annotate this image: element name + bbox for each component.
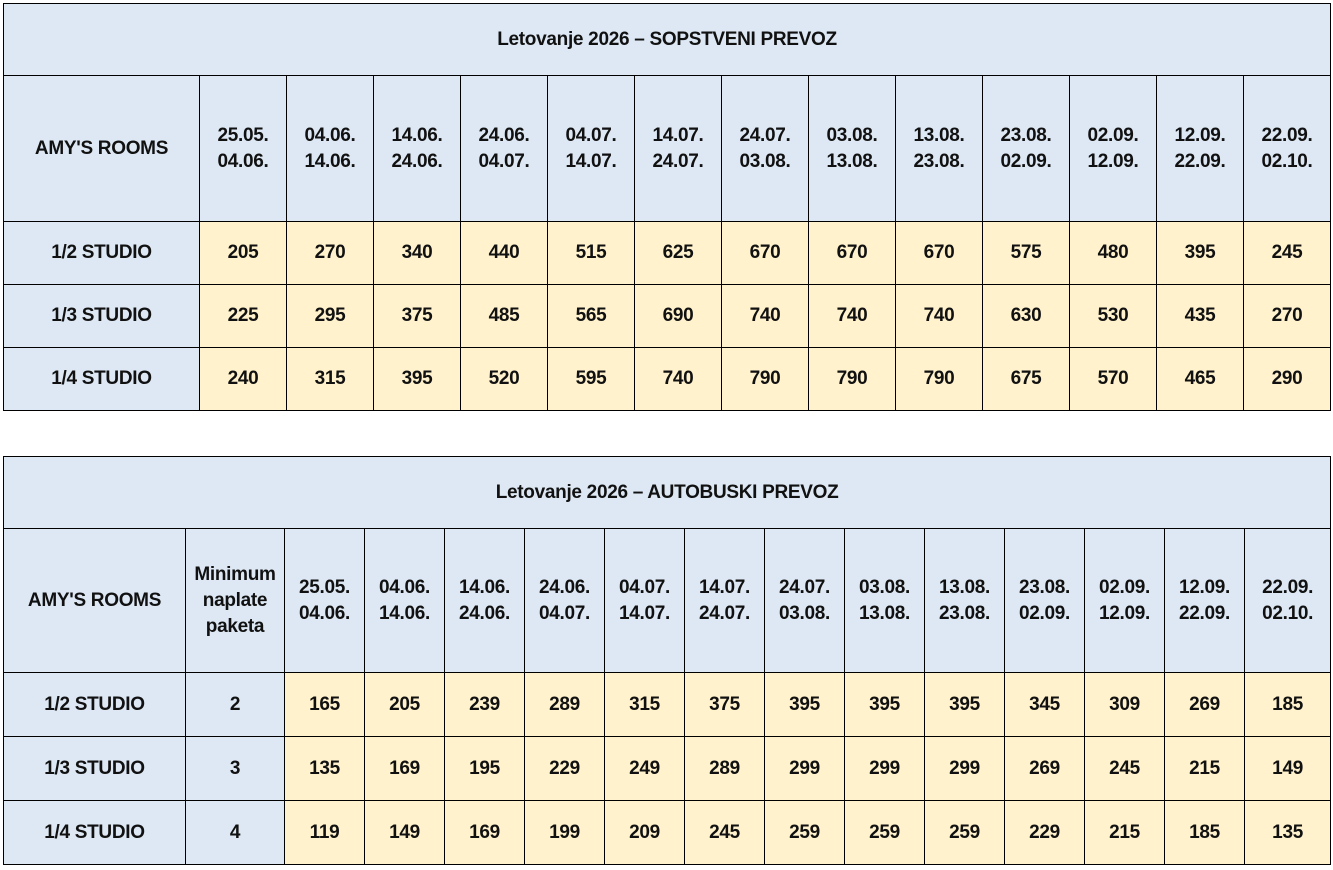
period-date: 23.08. bbox=[1018, 576, 1071, 598]
period-date: 13.08. bbox=[913, 124, 965, 146]
period-date: 23.08. bbox=[913, 150, 965, 172]
table-title: Letovanje 2026 – SOPSTVENI PREVOZ bbox=[4, 4, 1331, 76]
price-cell: 299 bbox=[765, 737, 845, 801]
price-cell: 149 bbox=[365, 801, 445, 865]
price-cell: 199 bbox=[525, 801, 605, 865]
price-cell: 395 bbox=[925, 673, 1005, 737]
price-cell: 625 bbox=[635, 222, 722, 285]
price-cell: 740 bbox=[809, 285, 896, 348]
period-date: 12.09. bbox=[1174, 124, 1226, 146]
price-cell: 515 bbox=[548, 222, 635, 285]
period-date: 24.06. bbox=[391, 150, 443, 172]
price-cell: 530 bbox=[1070, 285, 1157, 348]
period-date: 14.06. bbox=[304, 150, 356, 172]
price-cell: 185 bbox=[1245, 673, 1331, 737]
table-title: Letovanje 2026 – AUTOBUSKI PREVOZ bbox=[4, 457, 1331, 529]
price-cell: 395 bbox=[845, 673, 925, 737]
price-cell: 670 bbox=[722, 222, 809, 285]
price-cell: 440 bbox=[461, 222, 548, 285]
period-date: 24.06. bbox=[458, 602, 511, 624]
price-cell: 259 bbox=[845, 801, 925, 865]
period-date: 04.06. bbox=[217, 150, 269, 172]
period-header bbox=[605, 529, 685, 673]
price-cell: 299 bbox=[925, 737, 1005, 801]
price-cell: 135 bbox=[285, 737, 365, 801]
period-header bbox=[765, 529, 845, 673]
minimum-value: 2 bbox=[186, 673, 285, 737]
period-date: 12.09. bbox=[1087, 150, 1139, 172]
period-date: 22.09. bbox=[1261, 124, 1313, 146]
price-cell: 520 bbox=[461, 348, 548, 411]
row-label: 1/3 STUDIO bbox=[4, 737, 186, 801]
period-header bbox=[722, 76, 809, 222]
period-date: 25.05. bbox=[298, 576, 351, 598]
period-header bbox=[374, 76, 461, 222]
price-cell: 465 bbox=[1157, 348, 1244, 411]
period-date: 24.06. bbox=[538, 576, 591, 598]
price-cell: 165 bbox=[285, 673, 365, 737]
price-cell: 289 bbox=[685, 737, 765, 801]
period-date: 04.06. bbox=[298, 602, 351, 624]
period-date: 02.09. bbox=[1087, 124, 1139, 146]
price-cell: 740 bbox=[896, 285, 983, 348]
period-date: 23.08. bbox=[938, 602, 991, 624]
row-label: 1/4 STUDIO bbox=[4, 801, 186, 865]
period-date: 24.07. bbox=[739, 124, 791, 146]
period-date: 04.07. bbox=[538, 602, 591, 624]
price-cell: 215 bbox=[1085, 801, 1165, 865]
minimum-value: 4 bbox=[186, 801, 285, 865]
period-header bbox=[685, 529, 765, 673]
period-header bbox=[809, 76, 896, 222]
price-cell: 269 bbox=[1005, 737, 1085, 801]
period-header bbox=[445, 529, 525, 673]
period-header bbox=[925, 529, 1005, 673]
price-cell: 435 bbox=[1157, 285, 1244, 348]
period-header bbox=[200, 76, 287, 222]
minimum-header-line: naplate bbox=[202, 589, 268, 611]
period-header bbox=[1070, 76, 1157, 222]
price-cell: 395 bbox=[374, 348, 461, 411]
period-header bbox=[285, 529, 365, 673]
price-cell: 480 bbox=[1070, 222, 1157, 285]
period-header bbox=[525, 529, 605, 673]
period-date: 14.07. bbox=[652, 124, 704, 146]
period-header bbox=[1165, 529, 1245, 673]
corner-header: AMY'S ROOMS bbox=[4, 76, 200, 222]
price-cell: 565 bbox=[548, 285, 635, 348]
price-cell: 225 bbox=[200, 285, 287, 348]
price-cell: 340 bbox=[374, 222, 461, 285]
price-cell: 630 bbox=[983, 285, 1070, 348]
price-cell: 229 bbox=[525, 737, 605, 801]
period-date: 13.08. bbox=[938, 576, 991, 598]
price-cell: 740 bbox=[722, 285, 809, 348]
period-date: 04.07. bbox=[478, 150, 530, 172]
price-cell: 790 bbox=[809, 348, 896, 411]
price-cell: 259 bbox=[765, 801, 845, 865]
price-cell: 375 bbox=[374, 285, 461, 348]
row-label: 1/2 STUDIO bbox=[4, 673, 186, 737]
price-cell: 670 bbox=[809, 222, 896, 285]
period-date: 14.06. bbox=[378, 602, 431, 624]
price-cell: 345 bbox=[1005, 673, 1085, 737]
period-date: 13.08. bbox=[826, 150, 878, 172]
price-cell: 205 bbox=[200, 222, 287, 285]
period-date: 02.09. bbox=[1098, 576, 1151, 598]
price-table-bus-transport bbox=[3, 456, 1331, 865]
period-date: 23.08. bbox=[1000, 124, 1052, 146]
price-cell: 195 bbox=[445, 737, 525, 801]
price-cell: 270 bbox=[287, 222, 374, 285]
period-header bbox=[845, 529, 925, 673]
price-cell: 245 bbox=[685, 801, 765, 865]
period-date: 24.07. bbox=[652, 150, 704, 172]
period-header bbox=[896, 76, 983, 222]
period-date: 14.06. bbox=[391, 124, 443, 146]
price-cell: 169 bbox=[365, 737, 445, 801]
row-label: 1/4 STUDIO bbox=[4, 348, 200, 411]
corner-header: AMY'S ROOMS bbox=[4, 529, 186, 673]
price-cell: 375 bbox=[685, 673, 765, 737]
period-date: 13.08. bbox=[858, 602, 911, 624]
price-cell: 185 bbox=[1165, 801, 1245, 865]
price-cell: 245 bbox=[1085, 737, 1165, 801]
price-cell: 245 bbox=[1244, 222, 1331, 285]
period-date: 14.07. bbox=[618, 602, 671, 624]
period-date: 04.07. bbox=[565, 124, 617, 146]
price-cell: 205 bbox=[365, 673, 445, 737]
period-date: 22.09. bbox=[1174, 150, 1226, 172]
period-date: 03.08. bbox=[778, 602, 831, 624]
price-cell: 209 bbox=[605, 801, 685, 865]
row-label: 1/3 STUDIO bbox=[4, 285, 200, 348]
price-cell: 169 bbox=[445, 801, 525, 865]
price-cell: 259 bbox=[925, 801, 1005, 865]
period-header bbox=[1085, 529, 1165, 673]
price-cell: 299 bbox=[845, 737, 925, 801]
price-cell: 315 bbox=[287, 348, 374, 411]
period-date: 14.06. bbox=[458, 576, 511, 598]
period-date: 14.07. bbox=[565, 150, 617, 172]
period-header bbox=[365, 529, 445, 673]
period-date: 24.06. bbox=[478, 124, 530, 146]
price-cell: 119 bbox=[285, 801, 365, 865]
period-header bbox=[983, 76, 1070, 222]
price-table-own-transport bbox=[3, 3, 1331, 411]
period-date: 04.06. bbox=[378, 576, 431, 598]
period-date: 22.09. bbox=[1262, 576, 1314, 598]
minimum-header bbox=[186, 529, 285, 673]
period-header bbox=[1245, 529, 1331, 673]
price-cell: 690 bbox=[635, 285, 722, 348]
period-header bbox=[1244, 76, 1331, 222]
minimum-header-line: Minimum bbox=[194, 563, 276, 585]
minimum-header-line: paketa bbox=[205, 615, 265, 637]
price-cell: 149 bbox=[1245, 737, 1331, 801]
price-cell: 595 bbox=[548, 348, 635, 411]
period-date: 04.07. bbox=[618, 576, 671, 598]
price-cell: 229 bbox=[1005, 801, 1085, 865]
price-cell: 790 bbox=[722, 348, 809, 411]
price-cell: 485 bbox=[461, 285, 548, 348]
period-date: 12.09. bbox=[1098, 602, 1151, 624]
price-cell: 249 bbox=[605, 737, 685, 801]
period-header bbox=[1157, 76, 1244, 222]
price-cell: 269 bbox=[1165, 673, 1245, 737]
price-cell: 135 bbox=[1245, 801, 1331, 865]
price-cell: 290 bbox=[1244, 348, 1331, 411]
period-date: 24.07. bbox=[778, 576, 831, 598]
price-cell: 675 bbox=[983, 348, 1070, 411]
minimum-value: 3 bbox=[186, 737, 285, 801]
period-date: 03.08. bbox=[739, 150, 791, 172]
period-header bbox=[461, 76, 548, 222]
price-cell: 395 bbox=[1157, 222, 1244, 285]
period-date: 02.10. bbox=[1261, 150, 1313, 172]
period-date: 04.06. bbox=[304, 124, 356, 146]
period-header bbox=[635, 76, 722, 222]
price-cell: 289 bbox=[525, 673, 605, 737]
price-cell: 240 bbox=[200, 348, 287, 411]
period-date: 25.05. bbox=[217, 124, 269, 146]
period-date: 02.09. bbox=[1000, 150, 1052, 172]
period-date: 03.08. bbox=[858, 576, 911, 598]
price-cell: 670 bbox=[896, 222, 983, 285]
price-cell: 740 bbox=[635, 348, 722, 411]
price-cell: 575 bbox=[983, 222, 1070, 285]
price-cell: 239 bbox=[445, 673, 525, 737]
period-header bbox=[287, 76, 374, 222]
price-cell: 270 bbox=[1244, 285, 1331, 348]
price-cell: 215 bbox=[1165, 737, 1245, 801]
price-cell: 309 bbox=[1085, 673, 1165, 737]
period-date: 02.10. bbox=[1262, 602, 1314, 624]
period-date: 03.08. bbox=[826, 124, 878, 146]
period-date: 22.09. bbox=[1178, 602, 1231, 624]
row-label: 1/2 STUDIO bbox=[4, 222, 200, 285]
price-cell: 315 bbox=[605, 673, 685, 737]
price-cell: 395 bbox=[765, 673, 845, 737]
price-cell: 570 bbox=[1070, 348, 1157, 411]
period-date: 12.09. bbox=[1178, 576, 1231, 598]
period-header bbox=[1005, 529, 1085, 673]
period-date: 02.09. bbox=[1018, 602, 1071, 624]
period-date: 14.07. bbox=[698, 576, 751, 598]
price-cell: 295 bbox=[287, 285, 374, 348]
price-cell: 790 bbox=[896, 348, 983, 411]
period-date: 24.07. bbox=[698, 602, 751, 624]
period-header bbox=[548, 76, 635, 222]
